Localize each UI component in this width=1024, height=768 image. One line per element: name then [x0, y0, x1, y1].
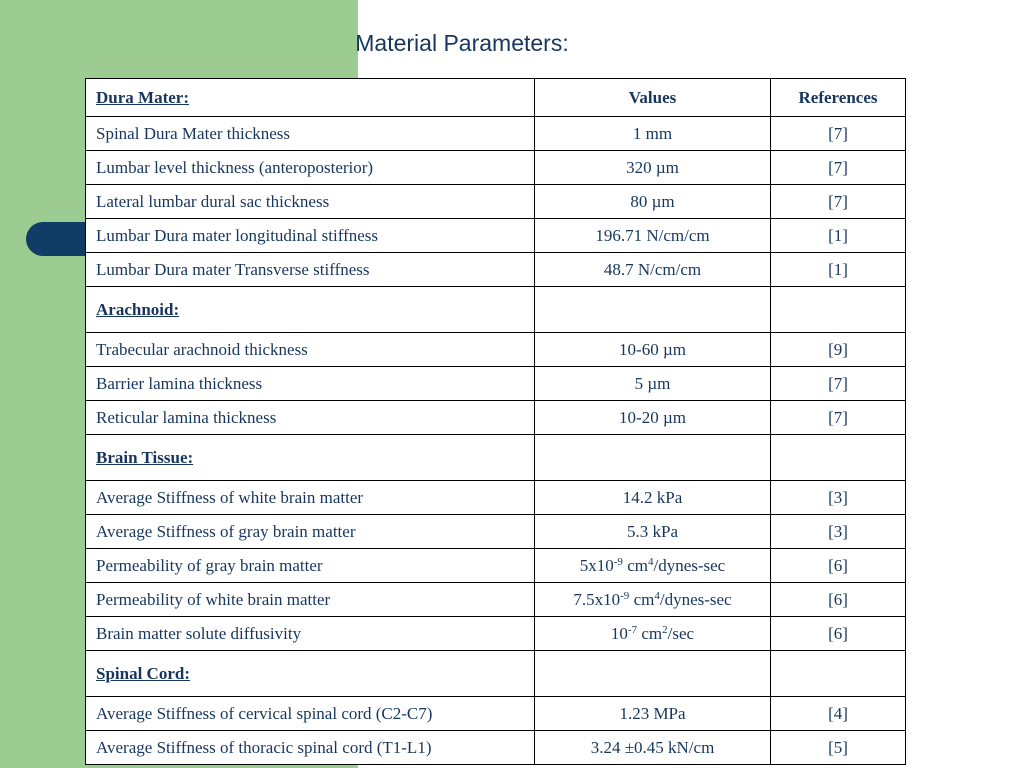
value-text: 1 mm: [632, 124, 673, 143]
parameter-value: [535, 185, 771, 219]
navy-accent-tab: [26, 222, 90, 256]
table-row: [86, 401, 906, 435]
parameter-value: [535, 549, 771, 583]
parameter-value: [535, 481, 771, 515]
value-text: 196.71 N/cm/cm: [595, 226, 710, 245]
parameter-value: [535, 333, 771, 367]
value-text: 3.24 ±0.45 kN/cm: [590, 738, 715, 757]
value-text: 5.3 kPa: [627, 522, 678, 541]
value-superscript: -9: [620, 590, 630, 602]
parameter-label: Reticular lamina thickness: [86, 401, 535, 435]
reference-cell: [4]: [771, 697, 906, 731]
empty-cell: [771, 435, 906, 481]
material-parameters-table: [85, 78, 906, 765]
table-row: [86, 185, 906, 219]
parameter-value: [535, 515, 771, 549]
value-text: 320 µm: [626, 158, 679, 177]
parameter-label: Average Stiffness of white brain matter: [86, 481, 535, 515]
table-row: [86, 731, 906, 765]
parameter-value: [535, 617, 771, 651]
table-row: [86, 617, 906, 651]
parameter-value: [535, 151, 771, 185]
table-row: [86, 515, 906, 549]
parameter-label: Trabecular arachnoid thickness: [86, 333, 535, 367]
section-label-cell: [86, 651, 535, 697]
parameter-label: Average Stiffness of gray brain matter: [86, 515, 535, 549]
value-text: 10-20 µm: [619, 408, 686, 427]
value-superscript: 2: [662, 624, 668, 636]
parameter-label: Permeability of white brain matter: [86, 583, 535, 617]
reference-cell: [6]: [771, 617, 906, 651]
header-dura-mater: Dura Mater:: [86, 79, 535, 117]
table-row: [86, 367, 906, 401]
reference-cell: [7]: [771, 151, 906, 185]
section-label-cell: [86, 435, 535, 481]
value-text: 10: [610, 624, 628, 643]
value-superscript: 4: [647, 556, 654, 568]
parameter-label: Brain matter solute diffusivity: [86, 617, 535, 651]
reference-cell: [5]: [771, 731, 906, 765]
parameter-value: [535, 219, 771, 253]
section-row: [86, 651, 906, 697]
reference-cell: [7]: [771, 185, 906, 219]
parameter-value: [535, 367, 771, 401]
value-text: 80 µm: [630, 192, 675, 211]
parameter-label: Lumbar Dura mater longitudinal stiffness: [86, 219, 535, 253]
table-row: [86, 697, 906, 731]
parameter-label: Spinal Dura Mater thickness: [86, 117, 535, 151]
value-text: 1.23 MPa: [619, 704, 686, 723]
value-text: 5x10: [579, 556, 614, 575]
table-row: [86, 219, 906, 253]
parameter-value: [535, 731, 771, 765]
value-text: 14.2 kPa: [622, 488, 683, 507]
parameter-label: Average Stiffness of cervical spinal cord (C2-C7): [86, 697, 535, 731]
parameter-value: [535, 401, 771, 435]
parameter-label: Permeability of gray brain matter: [86, 549, 535, 583]
reference-cell: [7]: [771, 117, 906, 151]
header-references: References: [771, 79, 906, 117]
parameter-value: [535, 583, 771, 617]
table-row: [86, 549, 906, 583]
value-text: /dynes-sec: [659, 590, 732, 609]
parameter-label: Lumbar Dura mater Transverse stiffness: [86, 253, 535, 287]
reference-cell: [1]: [771, 253, 906, 287]
table-body: [86, 117, 906, 765]
parameter-value: [535, 253, 771, 287]
parameter-label: Lateral lumbar dural sac thickness: [86, 185, 535, 219]
reference-cell: [7]: [771, 401, 906, 435]
section-row: [86, 435, 906, 481]
section-row: [86, 287, 906, 333]
table-header-row: [86, 79, 906, 117]
table-row: [86, 253, 906, 287]
parameter-value: [535, 697, 771, 731]
header-values: Values: [535, 79, 771, 117]
empty-cell: [535, 435, 771, 481]
reference-cell: [1]: [771, 219, 906, 253]
table-row: [86, 333, 906, 367]
section-label: Arachnoid:: [96, 300, 180, 319]
value-text: cm: [622, 556, 648, 575]
parameter-label: Average Stiffness of thoracic spinal cord (T1-L1): [86, 731, 535, 765]
value-text: 48.7 N/cm/cm: [603, 260, 702, 279]
reference-cell: [6]: [771, 583, 906, 617]
section-label: Brain Tissue:: [96, 448, 194, 467]
parameter-label: Lumbar level thickness (anteroposterior): [86, 151, 535, 185]
parameter-label: Barrier lamina thickness: [86, 367, 535, 401]
empty-cell: [771, 651, 906, 697]
reference-cell: [7]: [771, 367, 906, 401]
value-text: /dynes-sec: [653, 556, 726, 575]
reference-cell: [3]: [771, 515, 906, 549]
value-text: 7.5x10: [573, 590, 621, 609]
value-text: 10-60 µm: [619, 340, 686, 359]
value-superscript: -9: [613, 556, 623, 568]
reference-cell: [9]: [771, 333, 906, 367]
slide-title: Material Parameters:: [355, 30, 569, 56]
value-superscript: 4: [654, 590, 660, 602]
parameter-value: [535, 117, 771, 151]
empty-cell: [535, 287, 771, 333]
reference-cell: [3]: [771, 481, 906, 515]
value-text: cm: [629, 590, 655, 609]
value-superscript: -7: [627, 624, 638, 636]
table-row: [86, 583, 906, 617]
value-text: 5 µm: [634, 374, 671, 393]
table-row: [86, 117, 906, 151]
value-text: /sec: [667, 624, 695, 643]
empty-cell: [771, 287, 906, 333]
empty-cell: [535, 651, 771, 697]
table-row: [86, 151, 906, 185]
table-row: [86, 481, 906, 515]
value-text: cm: [637, 624, 663, 643]
section-label: Spinal Cord:: [96, 664, 190, 683]
section-label-cell: [86, 287, 535, 333]
reference-cell: [6]: [771, 549, 906, 583]
